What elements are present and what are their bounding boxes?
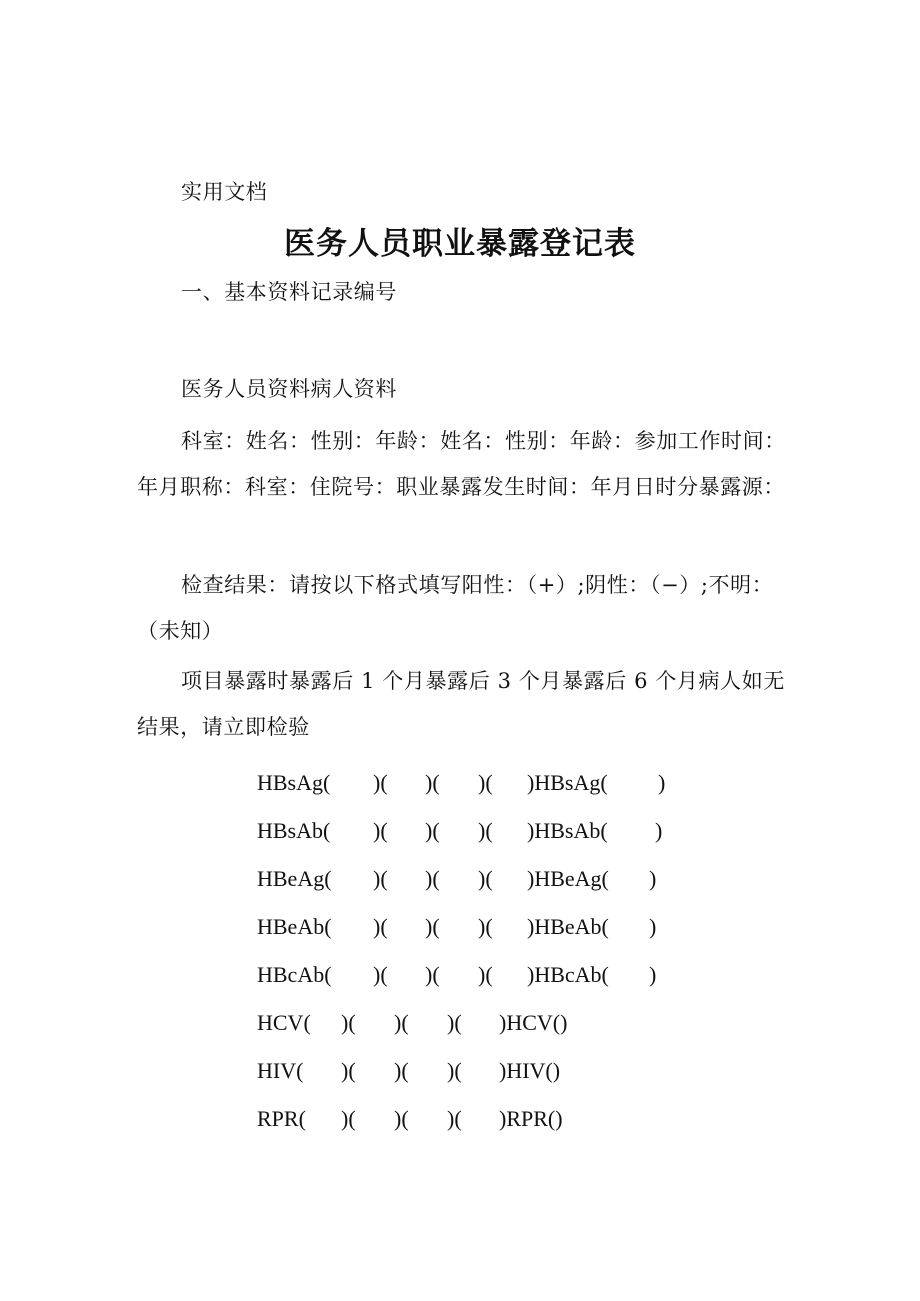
form-title: 医务人员职业暴露登记表 (284, 226, 636, 262)
test-cell: ) (658, 770, 666, 795)
test-cell: HBeAg( (257, 866, 332, 891)
result-format-paragraph: 检查结果：请按以下格式填写阳性：（+）;阴性：（−）;不明：（未知） (137, 573, 774, 643)
test-cell: )HBsAg( (527, 770, 608, 795)
test-cell: )( (425, 962, 440, 987)
test-cell: )( (478, 770, 493, 795)
test-cell: )HBcAb( (527, 962, 609, 987)
header-label: 实用文档 (181, 180, 268, 204)
test-cell: )( (373, 914, 388, 939)
test-cell: )( (394, 1010, 409, 1035)
test-cell: )( (478, 818, 493, 843)
test-cell: HBsAb( (257, 818, 331, 843)
test-cell: )( (373, 770, 388, 795)
test-cell: )( (394, 1058, 409, 1083)
test-cell: )( (373, 962, 388, 987)
test-cell: )HIV() (499, 1058, 561, 1083)
test-cell: )( (394, 1106, 409, 1131)
test-cell: HCV( (257, 1010, 311, 1035)
test-cell: )( (373, 866, 388, 891)
test-cell: )( (478, 866, 493, 891)
test-cell: )( (447, 1058, 462, 1083)
test-cell: )HBsAb( (527, 818, 608, 843)
test-cell: )HBeAb( (527, 914, 609, 939)
test-cell: )HBeAg( (527, 866, 609, 891)
test-cell: HIV( (257, 1058, 304, 1083)
test-cell: HBeAb( (257, 914, 332, 939)
test-cell: )( (478, 914, 493, 939)
test-cell: HBsAg( (257, 770, 331, 795)
test-cell: )( (478, 962, 493, 987)
test-cell: ) (649, 962, 657, 987)
section-heading: 一、基本资料记录编号 (181, 280, 397, 304)
test-cell: )( (447, 1010, 462, 1035)
test-cell: ) (649, 914, 657, 939)
test-cell: )( (341, 1010, 356, 1035)
test-items-paragraph: 项目暴露时暴露后 1 个月暴露后 3 个月暴露后 6 个月病人如无结果，请立即检验 (137, 669, 785, 739)
test-cell: )( (425, 770, 440, 795)
test-cell: ) (655, 818, 663, 843)
test-cell: )( (425, 818, 440, 843)
test-cell: ) (649, 866, 657, 891)
test-cell: )( (341, 1106, 356, 1131)
test-cell: HBcAb( (257, 962, 332, 987)
test-cell: )( (373, 818, 388, 843)
fields-paragraph: 科室：姓名：性别：年龄：姓名：性别：年龄：参加工作时间：年月职称：科室：住院号：职业暴露发生时间：年月日时分暴露源： (137, 429, 786, 499)
data-subheading: 医务人员资料病人资料 (181, 377, 397, 401)
test-cell: )HCV() (499, 1010, 568, 1035)
test-cell: RPR( (257, 1106, 306, 1131)
test-cell: )( (425, 914, 440, 939)
test-cell: )RPR() (499, 1106, 563, 1131)
test-cell: )( (425, 866, 440, 891)
test-cell: )( (341, 1058, 356, 1083)
test-cell: )( (447, 1106, 462, 1131)
